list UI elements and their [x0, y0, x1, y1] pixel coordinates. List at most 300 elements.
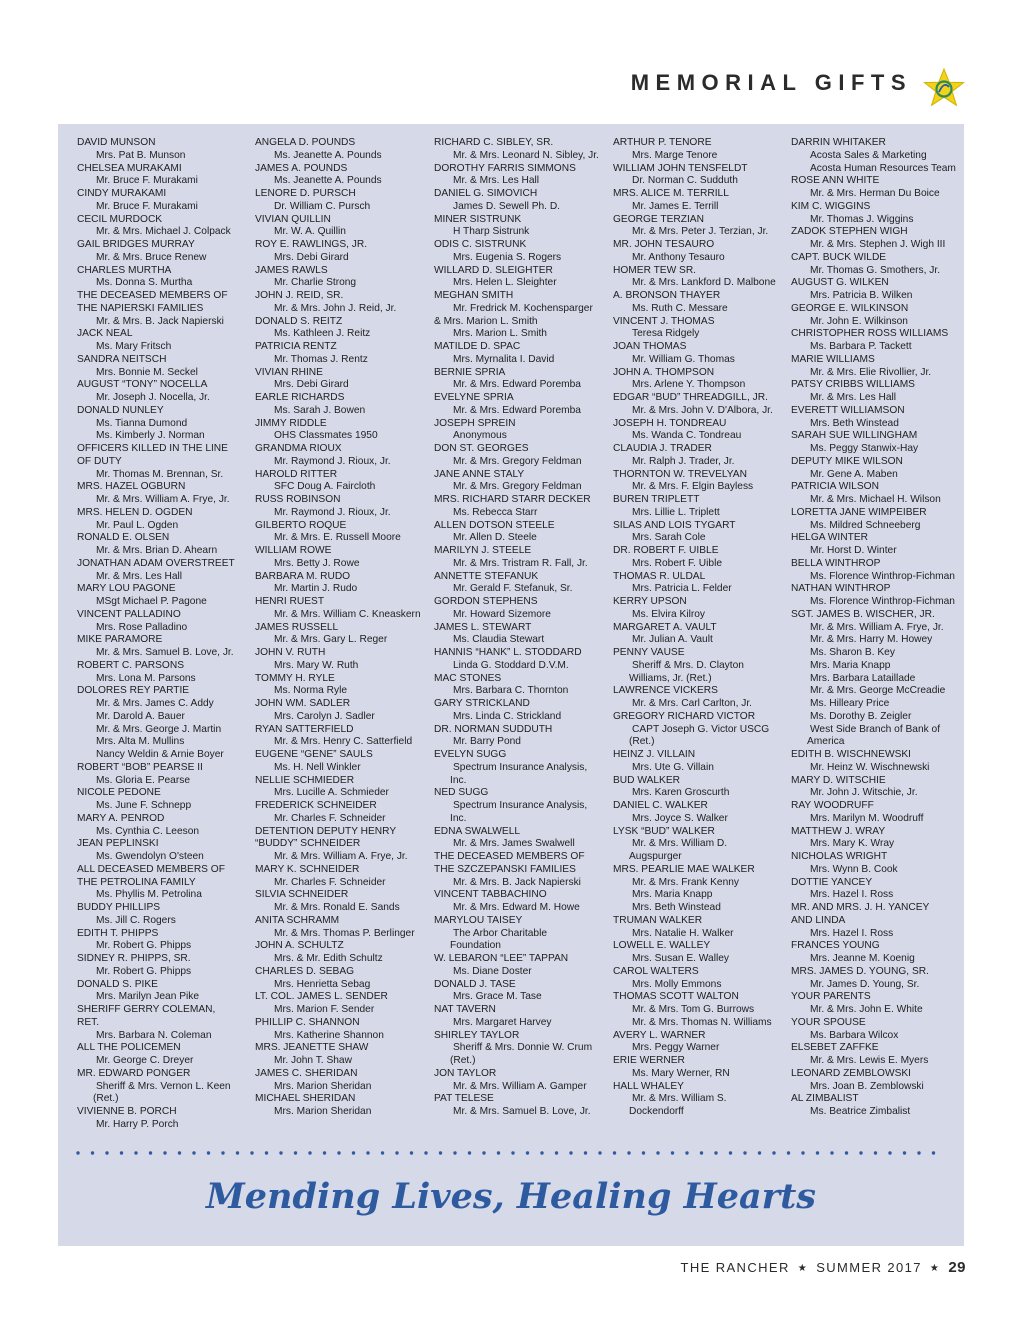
- donor-name: Mrs. Natalie H. Walker: [632, 927, 734, 939]
- donor-name: Mr. & Mrs. William A. Frye, Jr.: [810, 621, 944, 633]
- donor-name: Mrs. Marion F. Sender: [274, 1004, 375, 1015]
- donor-name: Mrs. Maria Knapp: [632, 889, 713, 901]
- donor-name: Ms. Mildred Schneeberg: [810, 519, 921, 531]
- honoree-name: KERRY UPSON: [613, 596, 687, 607]
- donor-name: Mr. & Mrs. Brian D. Ahearn: [96, 545, 218, 556]
- donor-name: Mr. & Mrs. Gary L. Reger: [274, 634, 388, 646]
- memorial-column-3: [434, 137, 608, 1119]
- donor-name: Mr. & Mrs. Les Hall: [810, 392, 897, 403]
- divider-dot: [932, 1151, 935, 1154]
- donor-name: Mr. & Mrs. Elie Rivollier, Jr.: [810, 366, 932, 378]
- honoree-name: JAMES RUSSELL: [255, 621, 339, 633]
- divider-dot: [120, 1151, 123, 1154]
- honoree-name: HOMER TEW SR.: [613, 264, 697, 276]
- honoree-name: ROSE ANN WHITE: [791, 175, 880, 187]
- donor-name: Mr. Thomas M. Brennan, Sr.: [96, 468, 224, 480]
- donor-name: Mr. & Mrs. B. Jack Napierski: [96, 315, 224, 327]
- star-separator-icon: ★: [929, 1263, 941, 1274]
- donor-name: Mr. & Mrs. John V. D'Albora, Jr.: [632, 404, 773, 416]
- donor-name: Anonymous: [453, 430, 507, 442]
- donor-name: Mrs. Margaret Harvey: [453, 1016, 552, 1028]
- honoree-name: RONALD E. OLSEN: [77, 532, 170, 544]
- honoree-name: GEORGE E. WILKINSON: [791, 302, 909, 314]
- donor-name: H Tharp Sistrunk: [453, 226, 530, 238]
- donor-name: Mrs. Joyce S. Walker: [632, 812, 728, 824]
- donor-name: Ms. Sarah J. Bowen: [274, 404, 366, 416]
- honoree-name: CLAUDIA J. TRADER: [613, 443, 712, 454]
- divider-dot: [105, 1151, 108, 1154]
- honoree-name: PATRICIA RENTZ: [255, 341, 337, 352]
- donor-name: Mrs. Carolyn J. Sadler: [274, 710, 375, 722]
- divider-dot: [439, 1151, 442, 1154]
- honoree-name: MR. JOHN TESAURO: [613, 239, 715, 250]
- donor-name: Mrs. Barbara Lataillade: [810, 672, 916, 684]
- donor-name: Mr. & Mrs. Peter J. Terzian, Jr.: [632, 226, 769, 238]
- honoree-name: FREDERICK SCHNEIDER: [255, 800, 377, 811]
- donor-name: Spectrum Insurance Analysis,: [453, 800, 588, 811]
- divider-dot: [685, 1151, 688, 1154]
- donor-name: Ms. Hilleary Price: [810, 698, 890, 709]
- honoree-name: JOHN A. SCHULTZ: [255, 940, 344, 952]
- donor-name: Mrs. Grace M. Tase: [453, 991, 542, 1003]
- honoree-name: GEORGE TERZIAN: [613, 213, 704, 225]
- donor-name: Mr. & Mrs. Stephen J. Wigh III: [810, 239, 946, 250]
- honoree-name: MRS. PEARLIE MAE WALKER: [613, 863, 755, 875]
- honoree-name: MATTHEW J. WRAY: [791, 825, 886, 837]
- donor-name: Mr. Barry Pond: [453, 736, 521, 748]
- honoree-name: OF DUTY: [77, 455, 122, 467]
- honoree-name: JAMES A. POUNDS: [255, 162, 348, 174]
- honoree-name: TOMMY H. RYLE: [255, 672, 335, 684]
- donor-name: Mr. & Mrs. Harry M. Howey: [810, 634, 933, 646]
- divider-dot: [221, 1151, 224, 1154]
- honoree-name: MARGARET A. VAULT: [613, 621, 717, 633]
- honoree-name: JAMES L. STEWART: [434, 621, 532, 633]
- donor-name: Mrs. Maria Knapp: [810, 659, 891, 671]
- divider-dot: [787, 1151, 790, 1154]
- honoree-name: ANNETTE STEFANUK: [434, 570, 539, 582]
- donor-name: Mrs. Patricia B. Wilken: [810, 290, 913, 301]
- honoree-name: EDGAR “BUD” THREADGILL, JR.: [613, 392, 768, 403]
- divider-dot: [308, 1151, 311, 1154]
- honoree-name: EDITH B. WISCHNEWSKI: [791, 749, 911, 760]
- donor-name: Mr. Darold A. Bauer: [96, 710, 185, 722]
- donor-name: Mr. & Mrs. Bruce Renew: [96, 251, 207, 263]
- memorial-column-2: [255, 137, 429, 1119]
- star-logo-icon: [922, 68, 966, 108]
- honoree-name: EVELYNE SPRIA: [434, 392, 514, 403]
- honoree-name: GREGORY RICHARD VICTOR: [613, 710, 756, 722]
- divider-dot: [758, 1151, 761, 1154]
- honoree-name: HAROLD RITTER: [255, 468, 338, 480]
- donor-name: Ms. Dorothy B. Zeigler: [810, 710, 912, 722]
- donor-name: Mr. Charles F. Schneider: [274, 876, 386, 888]
- donor-name: Mr. & Mrs. James C. Addy: [96, 698, 214, 709]
- donor-name: Mr. & Mrs. Les Hall: [96, 570, 183, 582]
- honoree-name: PHILLIP C. SHANNON: [255, 1016, 360, 1028]
- honoree-name: DONALD J. TASE: [434, 978, 516, 990]
- donor-name: Mr. Raymond J. Rioux, Jr.: [274, 506, 391, 518]
- honoree-name: JOSEPH SPREIN: [434, 417, 516, 429]
- tagline: Mending Lives, Healing Hearts: [206, 1176, 816, 1217]
- honoree-name: GRANDMA RIOUX: [255, 443, 342, 454]
- donor-name: Ms. Diane Doster: [453, 965, 532, 977]
- donor-name: Mrs. Mary K. Wray: [810, 838, 895, 850]
- donor-name: Mr. James D. Young, Sr.: [810, 978, 920, 990]
- divider-dot: [76, 1151, 79, 1154]
- honoree-name: NED SUGG: [434, 787, 489, 799]
- issue-label: SUMMER 2017: [816, 1260, 922, 1275]
- honoree-name: MEGHAN SMITH: [434, 290, 514, 301]
- donor-name: Mrs. Lucille A. Schmieder: [274, 787, 389, 799]
- donor-name: Williams, Jr. (Ret.): [629, 672, 712, 684]
- donor-name: Mr. Martin J. Rudo: [274, 583, 358, 595]
- honoree-name: THE SZCZEPANSKI FAMILIES: [434, 863, 576, 875]
- donor-name: Ms. Jill C. Rogers: [96, 914, 176, 926]
- donor-name: Mr. Ralph J. Trader, Jr.: [632, 455, 735, 467]
- donor-name: West Side Branch of Bank of: [810, 723, 941, 735]
- honoree-name: JOHN J. REID, SR.: [255, 290, 344, 301]
- honoree-name: LORETTA JANE WIMPEIBER: [791, 506, 927, 518]
- donor-name: Mrs. Karen Groscurth: [632, 787, 730, 799]
- honoree-name: SHIRLEY TAYLOR: [434, 1029, 520, 1041]
- donor-name: Mr. Howard Sizemore: [453, 608, 551, 620]
- page-number: 29: [948, 1259, 966, 1276]
- donor-name: Ms. Barbara P. Tackett: [810, 341, 912, 352]
- honoree-name: SGT. JAMES B. WISCHER, JR.: [791, 608, 935, 620]
- donor-name: Ms. Tianna Dumond: [96, 417, 188, 429]
- donor-name: Augspurger: [629, 851, 682, 862]
- donor-name: Mrs. Peggy Warner: [632, 1042, 720, 1054]
- donor-name: Mr. Harry P. Porch: [96, 1118, 179, 1130]
- donor-name: Mr. & Mrs. John J. Reid, Jr.: [274, 302, 397, 314]
- divider-dot: [540, 1151, 543, 1154]
- donor-name: Mrs. Debi Girard: [274, 251, 349, 263]
- honoree-name: JOHN V. RUTH: [255, 647, 326, 658]
- honoree-name: JON TAYLOR: [434, 1067, 497, 1079]
- donor-name: Mrs. Eugenia S. Rogers: [453, 251, 562, 263]
- donor-name: Mrs. Marion Sheridan: [274, 1106, 372, 1117]
- donor-name: Mr. & Mrs. John E. White: [810, 1004, 923, 1015]
- honoree-name: DOROTHY FARRIS SIMMONS: [434, 162, 576, 174]
- donor-name: Mr. James E. Terrill: [632, 200, 719, 212]
- donor-name: Mr. & Mrs. Leonard N. Sibley, Jr.: [453, 149, 599, 161]
- donor-name: Mr. & Mrs. Lankford D. Malbone: [632, 277, 776, 289]
- donor-name: Mr. & Mrs. Gregory Feldman: [453, 481, 582, 493]
- honoree-name: VINCENT PALLADINO: [77, 608, 181, 620]
- donor-name: Mr. John T. Shaw: [274, 1055, 352, 1066]
- honoree-name: DETENTION DEPUTY HENRY: [255, 825, 397, 837]
- donor-name: (Ret.): [93, 1093, 119, 1105]
- donor-name: Ms. H. Nell Winkler: [274, 761, 361, 773]
- honoree-name: AUGUST G. WILKEN: [791, 277, 889, 289]
- honoree-name: ZADOK STEPHEN WIGH: [791, 226, 908, 238]
- honoree-name: CHARLES D. SEBAG: [255, 965, 355, 977]
- divider-dot: [366, 1151, 369, 1154]
- honoree-name: “BUDDY” SCHNEIDER: [255, 838, 361, 850]
- donor-name: Mrs. Patricia L. Felder: [632, 583, 732, 595]
- divider-dot: [598, 1151, 601, 1154]
- divider-dot: [410, 1151, 413, 1154]
- honoree-name: BUREN TRIPLETT: [613, 494, 700, 505]
- honoree-name: HEINZ J. VILLAIN: [613, 749, 696, 760]
- donor-name: Mr. Anthony Tesauro: [632, 251, 725, 263]
- donor-name: Mrs. Katherine Shannon: [274, 1029, 384, 1041]
- honoree-name: MARYLOU TAISEY: [434, 914, 523, 926]
- honoree-name: ERIE WERNER: [613, 1055, 685, 1066]
- honoree-name: DEPUTY MIKE WILSON: [791, 455, 903, 467]
- donor-name: Ms. Beatrice Zimbalist: [810, 1106, 911, 1117]
- honoree-name: & Mrs. Marion L. Smith: [434, 315, 538, 327]
- donor-name: Mr. & Mrs. Michael H. Wilson: [810, 494, 941, 505]
- honoree-name: LYSK “BUD” WALKER: [613, 825, 715, 837]
- honoree-name: RICHARD C. SIBLEY, SR.: [434, 137, 554, 148]
- divider-dot: [729, 1151, 732, 1154]
- honoree-name: AVERY L. WARNER: [613, 1029, 706, 1041]
- donor-name: Mr. & Mrs. B. Jack Napierski: [453, 876, 581, 888]
- honoree-name: AUGUST “TONY” NOCELLA: [77, 379, 208, 391]
- donor-name: Mr. & Mrs. Les Hall: [453, 175, 540, 187]
- honoree-name: MR. AND MRS. J. H. YANCEY: [791, 902, 930, 913]
- honoree-name: EDNA SWALWELL: [434, 825, 521, 837]
- honoree-name: JONATHAN ADAM OVERSTREET: [77, 557, 235, 569]
- donor-name: Mr. & Mrs. Carl Carlton, Jr.: [632, 698, 753, 709]
- honoree-name: EDITH T. PHIPPS: [77, 927, 159, 939]
- divider-dot: [859, 1151, 862, 1154]
- honoree-name: CHARLES MURTHA: [77, 264, 172, 276]
- donor-name: Ms. Cynthia C. Leeson: [96, 825, 200, 837]
- honoree-name: ARTHUR P. TENORE: [613, 137, 712, 148]
- divider-dot: [468, 1151, 471, 1154]
- donor-name: Ms. Ruth C. Messare: [632, 302, 728, 314]
- donor-name: Mr. Gerald F. Stefanuk, Sr.: [453, 583, 573, 595]
- honoree-name: OFFICERS KILLED IN THE LINE: [77, 443, 228, 454]
- donor-name: Mrs. Joan B. Zemblowski: [810, 1080, 924, 1092]
- donor-name: The Arbor Charitable: [453, 927, 547, 939]
- honoree-name: EVERETT WILLIAMSON: [791, 404, 905, 416]
- donor-name: Mrs. Lillie L. Triplett: [632, 506, 720, 518]
- honoree-name: JEAN PEPLINSKI: [77, 838, 159, 850]
- donor-name: Mrs. Arlene Y. Thompson: [632, 379, 746, 391]
- honoree-name: HALL WHALEY: [613, 1080, 684, 1092]
- honoree-name: ROBERT “BOB” PEARSE II: [77, 761, 203, 773]
- honoree-name: DONALD NUNLEY: [77, 404, 164, 416]
- honoree-name: TRUMAN WALKER: [613, 914, 703, 926]
- donor-name: Ms. Wanda C. Tondreau: [632, 430, 742, 442]
- donor-name: Mr. & Mrs. William A. Frye, Jr.: [274, 851, 408, 862]
- honoree-name: ODIS C. SISTRUNK: [434, 239, 527, 250]
- honoree-name: DOLORES REY PARTIE: [77, 685, 190, 697]
- donor-name: Acosta Sales & Marketing: [810, 149, 927, 161]
- honoree-name: DOTTIE YANCEY: [791, 876, 873, 888]
- divider-dot: [323, 1151, 326, 1154]
- honoree-name: THOMAS R. ULDAL: [613, 570, 706, 582]
- divider-dot: [337, 1151, 340, 1154]
- honoree-name: VINCENT TABBACHINO: [434, 889, 547, 901]
- divider-dot: [163, 1151, 166, 1154]
- donor-name: Mr. John E. Wilkinson: [810, 315, 908, 327]
- honoree-name: JAMES RAWLS: [255, 264, 328, 276]
- honoree-name: DARRIN WHITAKER: [791, 137, 886, 148]
- honoree-name: DANIEL C. WALKER: [613, 800, 708, 811]
- honoree-name: SARAH SUE WILLINGHAM: [791, 430, 918, 442]
- donor-name: Mr. Thomas G. Smothers, Jr.: [810, 264, 941, 276]
- divider-dot: [642, 1151, 645, 1154]
- honoree-name: MRS. JEANETTE SHAW: [255, 1042, 369, 1054]
- honoree-name: PATRICIA WILSON: [791, 481, 879, 493]
- honoree-name: BERNIE SPRIA: [434, 366, 506, 378]
- donor-name: Linda G. Stoddard D.V.M.: [453, 659, 569, 671]
- honoree-name: ANITA SCHRAMM: [255, 914, 340, 926]
- honoree-name: YOUR PARENTS: [791, 991, 871, 1003]
- donor-name: Ms. Florence Winthrop-Fichman: [810, 570, 955, 582]
- honoree-name: AL ZIMBALIST: [791, 1093, 859, 1105]
- honoree-name: HENRI RUEST: [255, 596, 325, 607]
- honoree-name: ALLEN DOTSON STEELE: [434, 519, 555, 531]
- donor-name: Mr. & Mrs. William C. Kneaskern: [274, 608, 421, 620]
- honoree-name: BUD WALKER: [613, 774, 680, 786]
- honoree-name: THE PETROLINA FAMILY: [77, 876, 196, 888]
- donor-name: (Ret.): [450, 1055, 476, 1066]
- honoree-name: GORDON STEPHENS: [434, 596, 538, 607]
- honoree-name: RAY WOODRUFF: [791, 800, 874, 811]
- honoree-name: A. BRONSON THAYER: [613, 290, 721, 301]
- honoree-name: MARY LOU PAGONE: [77, 583, 176, 595]
- divider-dot: [772, 1151, 775, 1154]
- divider-dot: [671, 1151, 674, 1154]
- honoree-name: VIVIAN QUILLIN: [255, 213, 331, 225]
- donor-name: Ms. Claudia Stewart: [453, 634, 545, 646]
- donor-name: Mr. Charlie Strong: [274, 277, 357, 289]
- donor-name: Mr. & Mrs. Samuel B. Love, Jr.: [453, 1106, 591, 1117]
- honoree-name: JACK NEAL: [77, 328, 133, 340]
- honoree-name: EARLE RICHARDS: [255, 392, 345, 403]
- honoree-name: BARBARA M. RUDO: [255, 570, 351, 582]
- divider-dot: [555, 1151, 558, 1154]
- donor-name: Mrs. Beth Winstead: [810, 417, 899, 429]
- honoree-name: JAMES C. SHERIDAN: [255, 1067, 358, 1079]
- honoree-name: YOUR SPOUSE: [791, 1016, 866, 1028]
- honoree-name: WILLIAM JOHN TENSFELDT: [613, 162, 748, 174]
- donor-name: Mr. & Mrs. Ronald E. Sands: [274, 902, 400, 913]
- donor-name: Mrs. Sarah Cole: [632, 532, 706, 544]
- donor-name: Ms. Gloria E. Pearse: [96, 774, 190, 786]
- divider-dot: [627, 1151, 630, 1154]
- honoree-name: ROBERT C. PARSONS: [77, 659, 184, 671]
- donor-name: Mrs. Marge Tenore: [632, 149, 718, 161]
- donor-name: Mrs. Marilyn M. Woodruff: [810, 812, 924, 824]
- donor-name: Mr. & Mrs. Samuel B. Love, Jr.: [96, 647, 234, 658]
- honoree-name: NICOLE PEDONE: [77, 787, 161, 799]
- divider-dot: [236, 1151, 239, 1154]
- donor-name: Mr. W. A. Quillin: [274, 226, 346, 238]
- divider-dot: [279, 1151, 282, 1154]
- honoree-name: DANIEL G. SIMOVICH: [434, 188, 538, 199]
- donor-name: Mr. Bruce F. Murakami: [96, 175, 198, 187]
- divider-dot: [178, 1151, 181, 1154]
- divider-dot: [294, 1151, 297, 1154]
- donor-name: MSgt Michael P. Pagone: [96, 596, 207, 607]
- donor-name: Dockendorff: [629, 1106, 684, 1117]
- honoree-name: THOMAS SCOTT WALTON: [613, 991, 739, 1003]
- honoree-name: CAROL WALTERS: [613, 965, 699, 977]
- honoree-name: AND LINDA: [791, 914, 846, 926]
- memorial-list-columns: [58, 124, 964, 1134]
- divider-dot: [250, 1151, 253, 1154]
- donor-name: Dr. Norman C. Sudduth: [632, 175, 738, 187]
- honoree-name: PENNY VAUSE: [613, 647, 685, 658]
- honoree-name: KIM C. WIGGINS: [791, 200, 871, 212]
- donor-name: Mr. & Mrs. Michael J. Colpack: [96, 226, 231, 238]
- divider-dot: [569, 1151, 572, 1154]
- honoree-name: DONALD S. REITZ: [255, 315, 343, 327]
- donor-name: Mrs. Pat B. Munson: [96, 149, 186, 161]
- memorial-gifts-panel: [58, 124, 964, 1246]
- donor-name: Mr. George C. Dreyer: [96, 1055, 194, 1066]
- divider-dot: [134, 1151, 137, 1154]
- donor-name: Mrs. Molly Emmons: [632, 978, 722, 990]
- divider-dot: [453, 1151, 456, 1154]
- donor-name: Mrs. Debi Girard: [274, 379, 349, 391]
- donor-name: Mr. & Mrs. James Swalwell: [453, 838, 575, 850]
- donor-name: Sheriff & Mrs. Donnie W. Crum: [453, 1042, 593, 1054]
- donor-name: Spectrum Insurance Analysis,: [453, 761, 588, 773]
- honoree-name: GARY STRICKLAND: [434, 698, 530, 709]
- donor-name: Ms. Rebecca Starr: [453, 506, 538, 518]
- honoree-name: FRANCES YOUNG: [791, 940, 880, 952]
- honoree-name: MARIE WILLIAMS: [791, 353, 875, 365]
- donor-name: Mrs. Robert F. Uible: [632, 557, 723, 569]
- honoree-name: ALL THE POLICEMEN: [77, 1042, 181, 1054]
- donor-name: Ms. Gwendolyn O'steen: [96, 851, 204, 862]
- donor-name: Mr. & Mrs. F. Elgin Bayless: [632, 481, 754, 493]
- donor-name: Nancy Weldin & Arnie Boyer: [96, 749, 224, 760]
- donor-name: Foundation: [450, 940, 501, 952]
- donor-name: Mrs. Rose Palladino: [96, 621, 188, 633]
- honoree-name: MICHAEL SHERIDAN: [255, 1093, 356, 1105]
- honoree-name: LT. COL. JAMES L. SENDER: [255, 991, 388, 1003]
- donor-name: Mrs. Hazel I. Ross: [810, 889, 894, 901]
- honoree-name: WILLIAM ROWE: [255, 545, 332, 556]
- page-title: MEMORIAL GIFTS: [630, 70, 912, 95]
- donor-name: Mrs. Mary W. Ruth: [274, 659, 359, 671]
- honoree-name: MARY K. SCHNEIDER: [255, 863, 360, 875]
- honoree-name: JOAN THOMAS: [613, 341, 687, 352]
- donor-name: Mr. & Mrs. William A. Frye, Jr.: [96, 494, 230, 505]
- divider-dot: [656, 1151, 659, 1154]
- donor-name: Mr. John J. Witschie, Jr.: [810, 787, 918, 799]
- honoree-name: DONALD S. PIKE: [77, 978, 158, 990]
- donor-name: Mrs. Lona M. Parsons: [96, 672, 196, 684]
- divider-dot: [526, 1151, 529, 1154]
- honoree-name: JOHN A. THOMPSON: [613, 366, 715, 378]
- donor-name: Mrs. & Mr. Edith Schultz: [274, 953, 383, 964]
- honoree-name: VINCENT J. THOMAS: [613, 315, 715, 327]
- dotted-divider: [76, 1150, 946, 1156]
- donor-name: Mrs. Wynn B. Cook: [810, 863, 898, 875]
- donor-name: Mr. Robert G. Phipps: [96, 965, 192, 977]
- honoree-name: ELSEBET ZAFFKE: [791, 1042, 879, 1054]
- divider-dot: [743, 1151, 746, 1154]
- donor-name: Mr. & Mrs. Thomas N. Williams: [632, 1016, 772, 1028]
- donor-name: Dr. William C. Pursch: [274, 200, 371, 212]
- honoree-name: LEONARD ZEMBLOWSKI: [791, 1067, 912, 1079]
- divider-dot: [511, 1151, 514, 1154]
- donor-name: Mr. Charles F. Schneider: [274, 812, 386, 824]
- donor-name: Mrs. Hazel I. Ross: [810, 927, 894, 939]
- honoree-name: GILBERTO ROQUE: [255, 519, 347, 531]
- donor-name: Mrs. Ute G. Villain: [632, 761, 714, 773]
